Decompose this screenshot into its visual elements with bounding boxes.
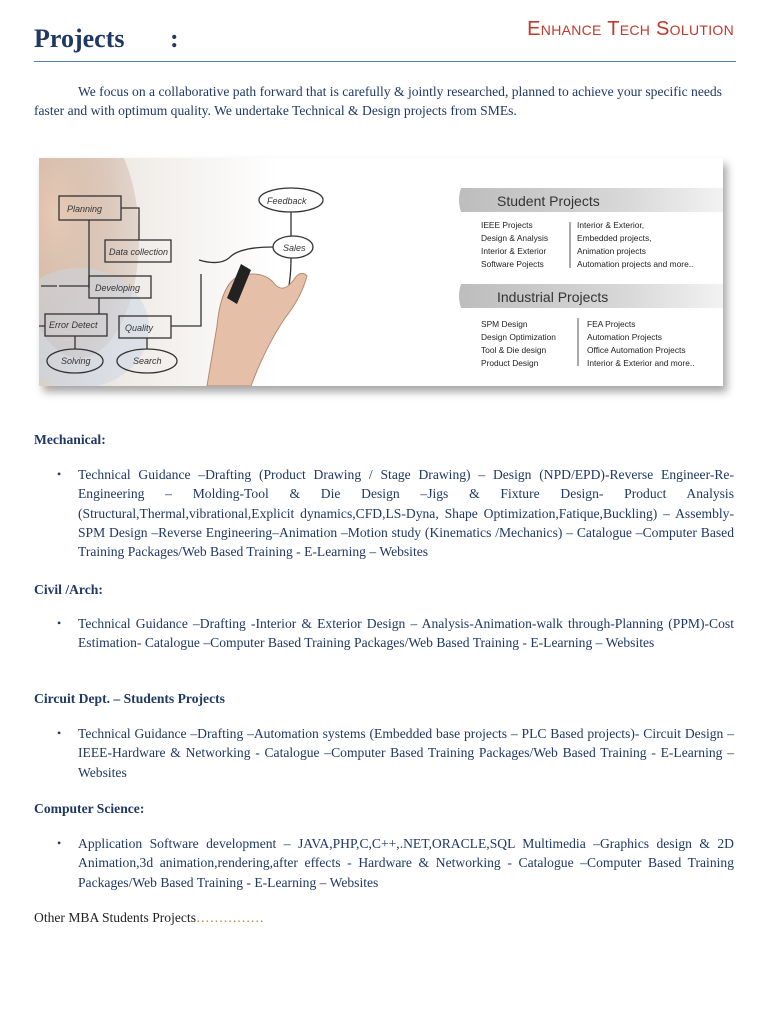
flowchart-label: Quality [125,323,154,333]
industrial-projects-item: Product Design [481,358,539,368]
bullet-icon: • [57,616,62,630]
projects-banner-image [39,158,723,386]
mechanical-text: Technical Guidance –Drafting (Product Drawing / Stage Drawing) – Design (NPD/EPD)-Reverse Engineer-Re-Engineering – Molding-Tool & Die Design –Jigs & Fixture Design- Product Analysis (Structural,Thermal,vibrational,Explicit dynamics,CFD,LS-Dyna, Shape Optimization,Fatique,Buckling) – Assembly-SPM Design –Reverse Engineering–Animation –Motion study (Kinematics /Mechanics) – Catalogue –Computer Based Training Packages/Web Based Training - E-Learning – Websites [78,467,734,560]
student-projects-item: Interior & Exterior, [577,220,645,230]
page-header [34,18,734,60]
company-name: Enhance Tech Solution [527,18,734,40]
other-projects-line [34,910,264,926]
title-colon: : [170,24,179,53]
flowchart-label: Search [133,356,162,366]
intro-paragraph: We focus on a collaborative path forward that is carefully & jointly researched, planned to achieve your specific needs faster and with optimum quality. We undertake Technical & Design projects from SMEs. [34,84,722,118]
circuit-dept-heading: Circuit Dept. – Students Projects [34,691,225,706]
mechanical-heading: Mechanical: [34,432,106,447]
civil-arch-text: Technical Guidance –Drafting -Interior & Exterior Design – Analysis-Animation-walk through-Planning (PPM)-Cost Estimation- Catalogue –Computer Based Training Packages/Web Based Training - E-Learning – Websites [78,616,734,651]
student-projects-item: Automation projects and more.. [577,259,694,269]
flowchart-label: Developing [95,283,141,293]
civil-arch-heading: Civil /Arch: [34,582,103,597]
bullet-icon: • [57,726,62,740]
industrial-projects-item: FEA Projects [587,319,636,329]
flowchart-label: Solving [61,356,91,366]
computer-science-list-item [57,834,734,892]
circuit-dept-list-item [57,724,734,782]
other-projects-text: Other MBA Students Projects [34,910,196,925]
computer-science-text: Application Software development – JAVA,PHP,C,C++,.NET,ORACLE,SQL Multimedia –Graphics design & 2D Animation,3d animation,rendering,after effects - Hardware & Networking - Catalogue –Computer Based Training Packages/Web Based Training - E-Learning – Websites [78,836,734,890]
student-projects-item: Animation projects [577,246,646,256]
flowchart-label: Sales [283,243,306,253]
flowchart-label: Planning [67,204,103,214]
student-projects-item: Design & Analysis [481,233,549,243]
industrial-projects-item: Automation Projects [587,332,662,342]
civil-arch-list-item [57,614,734,653]
industrial-projects-item: Tool & Die design [481,345,547,355]
industrial-projects-item: SPM Design [481,319,528,329]
bullet-icon: • [57,467,62,481]
student-projects-item: Software Pojects [481,259,544,269]
circuit-dept-text: Technical Guidance –Drafting –Automation systems (Embedded base projects – PLC Based projects)- Circuit Design – IEEE-Hardware & Networking - Catalogue –Computer Based Training Packages/Web Based Training - E-Learning – Websites [78,726,734,780]
industrial-projects-item: Design Optimization [481,332,556,342]
industrial-projects-item: Office Automation Projects [587,345,686,355]
mechanical-list-item [57,465,734,561]
computer-science-heading: Computer Science: [34,801,145,816]
ellipsis-dots: …………… [196,910,264,925]
bullet-icon: • [57,836,62,850]
flowchart-label: Feedback [267,196,307,206]
industrial-projects-heading: Industrial Projects [497,289,609,305]
student-projects-item: IEEE Projects [481,220,533,230]
page-title: Projects [34,24,125,53]
flowchart-label: Data collection [109,247,169,257]
student-projects-item: Interior & Exterior [481,246,547,256]
student-projects-item: Embedded projects, [577,233,652,243]
student-projects-heading: Student Projects [497,193,600,209]
flowchart-label: Error Detect [49,320,98,330]
header-divider [34,61,736,62]
industrial-projects-item: Interior & Exterior and more.. [587,358,695,368]
